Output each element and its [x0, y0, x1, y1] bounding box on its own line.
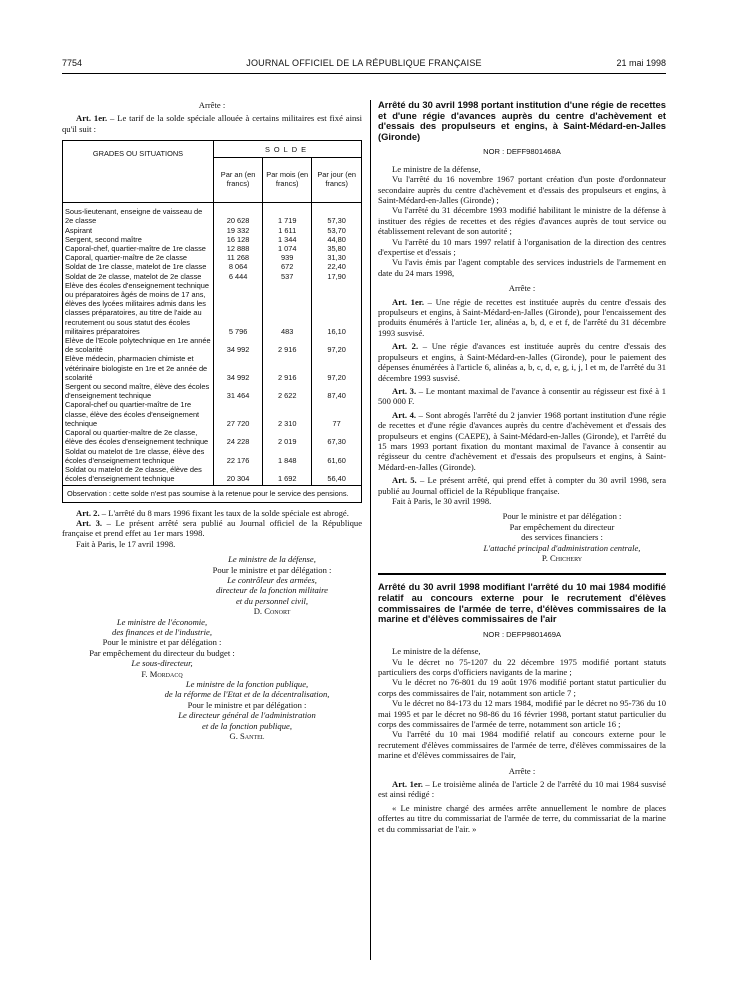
par-jour-cell: 97,20	[327, 372, 346, 382]
column-divider	[370, 100, 371, 960]
signature-fonction-publique: Le ministre de la fonction publique, de la réforme de l'Etat et de la décentralisation, Pour le ministre et par délégation : Le directeur général de l'administration et de la fonction publique, G. Santel	[164, 679, 330, 742]
signature-economie: Le ministre de l'économie, des finances et de l'industrie, Pour le ministre et par délégation : Par empêchement du directeur du budget : Le sous-directeur, F. Mordacq	[89, 616, 235, 679]
grade-cell: Elève médecin, pharmacien chimiste et vétérinaire biologiste en 1re et 2e année de scolarité	[63, 354, 213, 382]
par-an-cell: 24 228	[213, 428, 262, 446]
table-row	[63, 465, 361, 485]
par-an-cell: 31 464	[213, 382, 262, 400]
par-jour-cell: 97,20	[327, 345, 346, 355]
par-mois-cell: 1 344	[263, 235, 312, 244]
grade-cell: Soldat de 2e classe, matelot de 2e classe	[63, 272, 213, 281]
table-row	[63, 226, 361, 235]
arrete-1-nor: NOR : DEFF9801468A	[483, 147, 561, 157]
table-row	[63, 272, 361, 281]
grade-cell: Sous-lieutenant, enseigne de vaisseau de 2e classe	[63, 203, 213, 226]
arrete-2-art-1: Art. 1er. – Le troisième alinéa de l'article 2 de l'arrêté du 10 mai 1984 susvisé est ainsi rédigé :	[378, 779, 666, 800]
par-mois-cell: 672	[263, 262, 312, 271]
par-jour-cell: 67,30	[327, 437, 346, 447]
par-jour-cell: 16,10	[327, 326, 346, 336]
par-jour-cell: 53,70	[327, 225, 346, 235]
par-jour-cell: 61,60	[327, 455, 346, 465]
par-an-cell: 20 304	[213, 465, 262, 485]
table-row	[63, 281, 361, 336]
par-jour-cell: 31,30	[327, 253, 346, 263]
arrete-1-vu-2: Vu l'arrêté du 31 décembre 1993 modifié habilitant le ministre de la défense à instituer des régies de recettes et des régies d'avances auprès de tout service ou établissement relevant de son autorité ;	[378, 205, 666, 237]
grade-cell: Soldat ou matelot de 1re classe, élève des écoles d'enseignement technique	[63, 447, 213, 465]
left-column	[62, 100, 362, 741]
arrete-1-art-2: Art. 2. – Une régie d'avances est instituée auprès du centre d'essais des propulseurs et engins, à Saint-Médard-en-Jalles (Gironde), pour le paiement des dépenses énumérées à l'article 6, alinéas a, b, c, d, e, g, i, j, l et m, de l'arrêté du 31 décembre 1993 susvisé.	[378, 341, 666, 383]
par-mois-cell: 939	[263, 253, 312, 262]
par-mois-cell: 2 916	[263, 336, 312, 354]
right-column	[378, 100, 666, 834]
par-mois-cell: 1 719	[263, 203, 312, 226]
par-an-cell: 27 720	[213, 400, 262, 428]
signature-defense: Le ministre de la défense, Pour le ministre et par délégation : Le contrôleur des armées, directeur de la fonction militaire et du personnel civil, D. Conort	[212, 554, 332, 617]
par-an-cell: 8 064	[213, 262, 262, 271]
arrete-1-vu-4: Vu l'avis émis par l'agent comptable des services industriels de l'armement en date du 24 mars 1998,	[378, 257, 666, 278]
table-row	[63, 428, 361, 446]
arrete-label: Arrête :	[198, 100, 226, 110]
arrete-2-nor: NOR : DEFP9801469A	[482, 629, 562, 639]
grade-cell: Caporal, quartier-maître de 2e classe	[63, 253, 213, 262]
par-mois-cell: 1 848	[263, 447, 312, 465]
par-jour-cell: 87,40	[327, 391, 346, 401]
section-separator	[378, 573, 666, 575]
par-an-cell: 22 176	[213, 447, 262, 465]
arrete-1-fait: Fait à Paris, le 30 avril 1998.	[392, 495, 492, 506]
par-mois-cell: 2 622	[263, 382, 312, 400]
par-an-cell: 19 332	[213, 226, 262, 235]
arrete-2-vu-2: Vu le décret no 76-801 du 19 août 1976 modifié portant statut particulier du corps des commissaires de l'air, notamment son article 7 ;	[378, 677, 666, 698]
table-row	[63, 400, 361, 428]
arrete-2-vu-3: Vu le décret no 84-173 du 12 mars 1984, modifié par le décret no 95-736 du 10 mai 1995 et par le décret no 98-86 du 16 février 1998, portant statut particulier du corps des commissaires de l'armée de terre, notamment son article 16 ;	[378, 698, 666, 730]
par-jour-cell: 35,80	[327, 244, 346, 254]
par-an-cell: 6 444	[213, 272, 262, 281]
table-row	[63, 382, 361, 400]
solde-table	[62, 140, 362, 502]
arrete-2-minister: Le ministre de la défense,	[392, 646, 481, 657]
table-observation: Observation : cette solde n'est pas soumise à la retenue pour le service des pensions.	[63, 485, 361, 501]
table-row	[63, 262, 361, 271]
grade-cell: Sergent, second maître	[63, 235, 213, 244]
arrete-2-vu-1: Vu le décret no 75-1207 du 22 décembre 1975 modifié portant statuts particuliers des corps d'officiers navigants de la marine ;	[378, 656, 666, 677]
arrete-1-vu-3: Vu l'arrêté du 10 mars 1997 relatif à l'organisation de la direction des centres d'expertise et d'essais ;	[378, 236, 666, 258]
col-header-mois: Par mois (en francs)	[263, 158, 312, 191]
table-row	[63, 336, 361, 354]
col-header-solde: SOLDE	[213, 141, 361, 158]
arrete-2-arrete-label: Arrête :	[508, 765, 536, 776]
page-number: 7754	[62, 58, 83, 68]
par-jour-cell: 56,40	[327, 474, 346, 484]
arrete-1-signature: Pour le ministre et par délégation : Par empêchement du directeur des services financiers : L'attaché principal d'administration centrale, P. Chichery	[483, 511, 641, 563]
arrete-2-vu-4: Vu l'arrêté du 10 mai 1984 modifié relatif au concours externe pour le recrutement d'élèves commissaires de l'armée de terre, d'élèves commissaires de la marine et d'élèves commissaires de l'air,	[378, 729, 666, 761]
par-an-cell: 16 128	[213, 235, 262, 244]
arrete-1-art-5: Art. 5. – Le présent arrêté, qui prend effet à compter du 30 avril 1998, sera publié au Journal officiel de la République française.	[378, 475, 667, 496]
header-rule	[62, 73, 666, 74]
arrete-1-art-3: Art. 3. – Le montant maximal de l'avance à consentir au régisseur est fixé à 1 500 000 F.	[378, 385, 667, 407]
table-row	[63, 244, 361, 253]
grade-cell: Soldat de 1re classe, matelot de 1re classe	[63, 262, 213, 271]
par-mois-cell: 483	[263, 281, 312, 336]
arrete-1-title: Arrêté du 30 avril 1998 portant institution d'une régie de recettes et d'une régie d'avances auprès du centre d'achèvement et d'essais des propulseurs et engins, à Saint-Médard-en-Jalles (Gironde)	[378, 99, 666, 142]
table-row	[63, 447, 361, 465]
arrete-1-art-4: Art. 4. – Sont abrogés l'arrêté du 2 janvier 1968 portant institution d'une régie de recettes et d'une régie d'avances auprès du centre d'achèvement et d'essais des propulseurs et engins (CAEPE), à Saint-Médard-en-Jalles (Gironde), et l'arrêté du 15 mars 1993 portant fixation du montant maximal de l'avance à consentir au régisseur du centre d'achèvement et d'essais des propulseurs et engins, à Saint-Médard-en-Jalles (Gironde).	[378, 409, 667, 472]
article-2: Art. 2. – L'arrêté du 8 mars 1996 fixant les taux de la solde spéciale est abrogé.	[76, 507, 349, 518]
arrete-1-vu-1: Vu l'arrêté du 16 novembre 1967 portant création d'un poste d'ordonnateur secondaire auprès du centre d'achèvement et d'essais des propulseurs et engins, à Saint-Médard-en-Jalles (Gironde) ;	[378, 174, 666, 205]
par-an-cell: 34 992	[213, 354, 262, 382]
table-row	[63, 235, 361, 244]
par-mois-cell: 2 310	[263, 400, 312, 428]
arrete-1-minister: Le ministre de la défense,	[392, 163, 481, 174]
par-mois-cell: 1 611	[263, 226, 312, 235]
grade-cell: Elève des écoles d'enseignement technique ou préparatoires âgés de moins de 17 ans, élèves des lycées militaires admis dans les classes préparatoires, au titre de l'aide au recrutement ou sous statut des écoles militaires préparatoires	[63, 281, 213, 336]
grade-cell: Sergent ou second maître, élève des écoles d'enseignement technique	[63, 382, 213, 400]
col-header-jour: Par jour (en francs)	[317, 169, 356, 189]
par-mois-cell: 1 074	[263, 244, 312, 253]
arrete-1-art-1: Art. 1er. – Une régie de recettes est instituée auprès du centre d'essais des propulseurs et engins, à Saint-Médard-en-Jalles (Gironde), pour l'encaissement des produits énumérés à l'article 1er, alinéas a, b, d, e et f, de l'arrêté du 31 décembre 1993 susvisé.	[378, 296, 667, 338]
article-1: Art. 1er. – Le tarif de la solde spéciale allouée à certains militaires est fixé ainsi qu'il suit :	[62, 113, 362, 134]
table-row	[63, 354, 361, 382]
grade-cell: Caporal-chef ou quartier-maître de 1re classe, élève des écoles d'enseignement technique	[63, 400, 213, 428]
grade-cell: Caporal ou quartier-maître de 2e classe, élève des écoles d'enseignement technique	[63, 428, 213, 446]
arrete-1-arrete-label: Arrête :	[508, 283, 536, 294]
col-header-grades: GRADES OU SITUATIONS	[63, 141, 213, 190]
grade-cell: Aspirant	[63, 226, 213, 235]
par-jour-cell: 17,90	[327, 271, 346, 281]
page-header	[62, 58, 666, 70]
arrete-2-title: Arrêté du 30 avril 1998 modifiant l'arrêté du 10 mai 1984 modifié relatif au concours externe pour le recrutement d'élèves commissaires de l'armée de terre, d'élèves commissaires de la marine et d'élèves commissaires de l'air	[378, 581, 666, 625]
grade-cell: Caporal-chef, quartier-maître de 1re classe	[63, 244, 213, 253]
arrete-2-quote: « Le ministre chargé des armées arrête annuellement le nombre de places offertes au titre du commissariat de l'armée de terre, du commissariat de la marine et du commissariat de l'air. »	[378, 802, 666, 834]
par-mois-cell: 537	[263, 272, 312, 281]
journal-title: JOURNAL OFFICIEL DE LA RÉPUBLIQUE FRANÇAISE	[246, 58, 482, 68]
par-jour-cell: 77	[332, 418, 341, 428]
par-an-cell: 12 888	[213, 244, 262, 253]
par-jour-cell: 57,30	[327, 216, 346, 226]
article-3: Art. 3. – Le présent arrêté sera publié au Journal officiel de la République française et prend effet au 1er mars 1998.	[62, 517, 363, 539]
table-row	[63, 203, 361, 226]
par-an-cell: 5 796	[213, 281, 262, 336]
par-jour-cell: 44,80	[327, 234, 346, 244]
par-mois-cell: 1 692	[263, 465, 312, 485]
par-an-cell: 34 992	[213, 336, 262, 354]
par-jour-cell: 22,40	[327, 262, 346, 272]
par-an-cell: 11 268	[213, 253, 262, 262]
par-mois-cell: 2 019	[263, 428, 312, 446]
grade-cell: Elève de l'Ecole polytechnique en 1re année de scolarité	[63, 336, 213, 354]
par-mois-cell: 2 916	[263, 354, 312, 382]
grade-cell: Soldat ou matelot de 2e classe, élève des écoles d'enseignement technique	[63, 465, 213, 485]
table-row	[63, 253, 361, 262]
par-an-cell: 20 628	[213, 203, 262, 226]
fait-a-paris: Fait à Paris, le 17 avril 1998.	[76, 538, 176, 549]
issue-date: 21 mai 1998	[616, 58, 666, 68]
col-header-an: Par an (en francs)	[213, 158, 262, 191]
